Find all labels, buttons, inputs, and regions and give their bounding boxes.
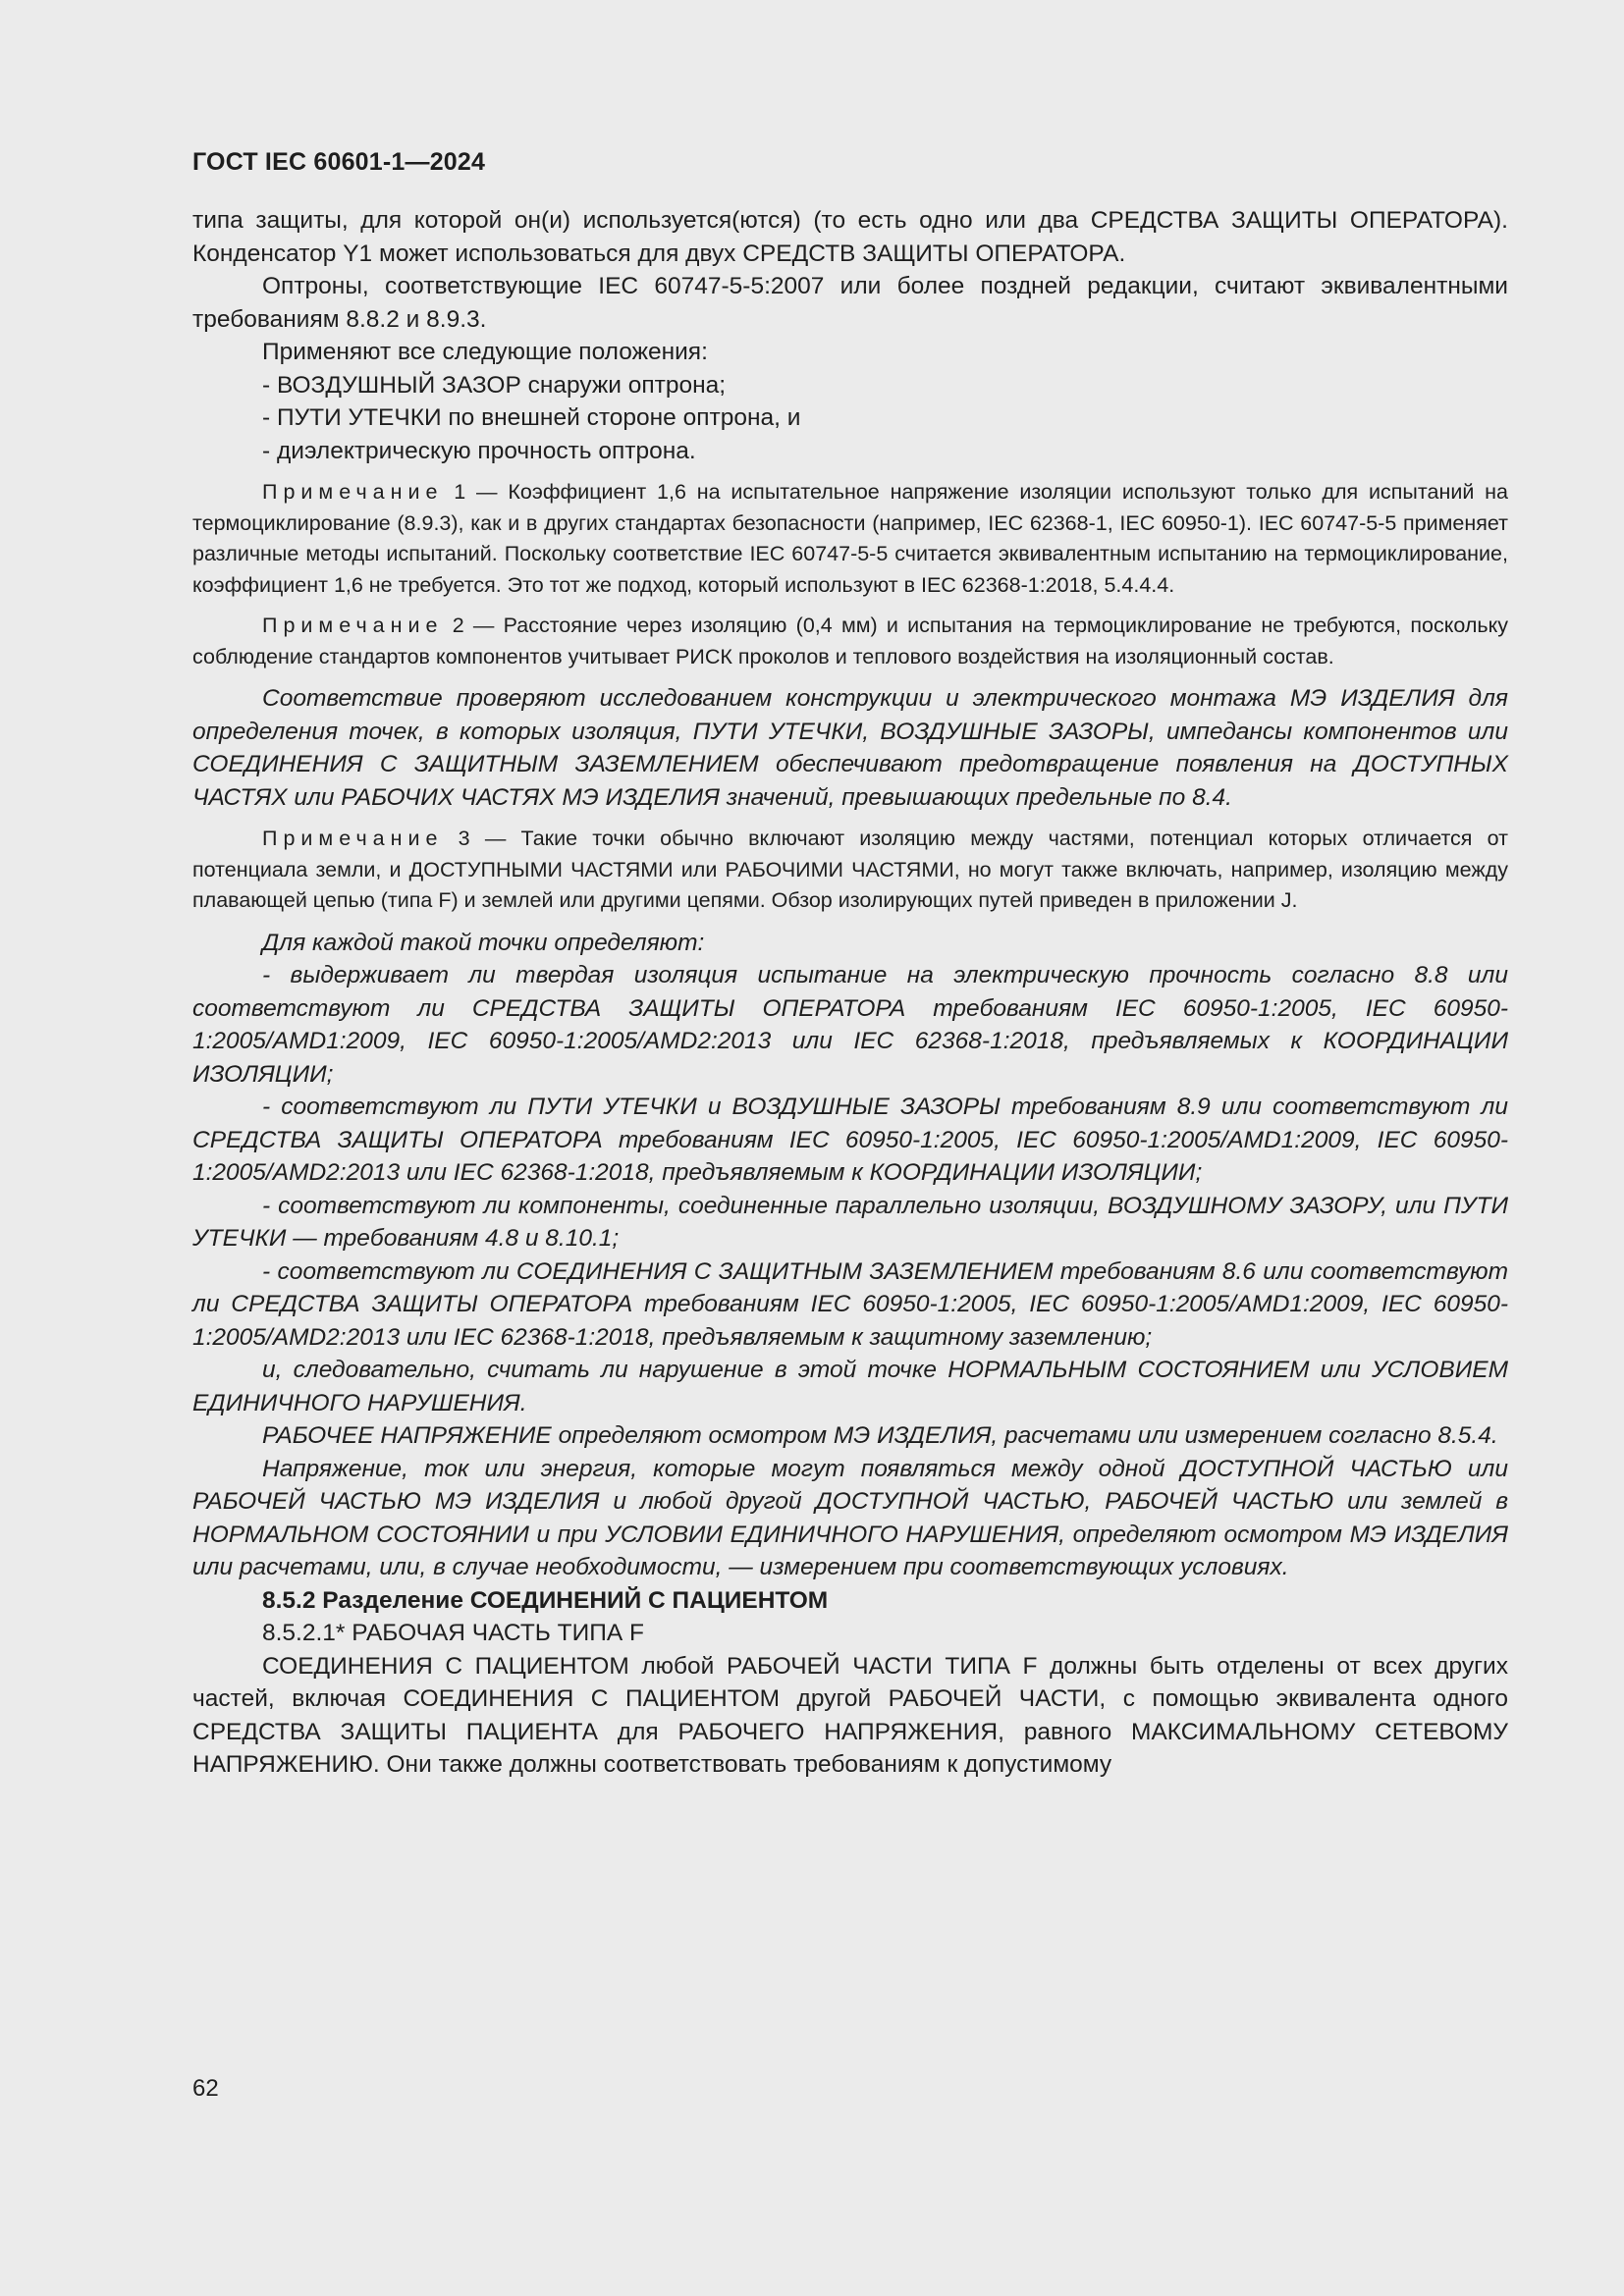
subsection-heading-8-5-2-1: 8.5.2.1* РАБОЧАЯ ЧАСТЬ ТИПА F (262, 1620, 644, 1646)
list-item-solid-insulation: - выдерживает ли твердая изоляция испытание на электрическую прочность согласно 8.8 или соответствуют ли СРЕДСТВА ЗАЩИТЫ ОПЕРАТОРА требованиям IEC 60950-1:2005, IEC 60950-1:2005/AMD1:2009, IEC 60950-1:2005/AMD2:2013 или IEC 62368-1:2018, предъявляемых к КООРДИНАЦИИ ИЗОЛЯЦИИ; (192, 962, 1508, 1088)
section-heading-8-5-2: 8.5.2 Разделение СОЕДИНЕНИЙ С ПАЦИЕНТОМ (262, 1586, 829, 1614)
list-item-components: - соответствуют ли компоненты, соединенные параллельно изоляции, ВОЗДУШНОМУ ЗАЗОРУ, или ПУТИ УТЕЧКИ — требованиям 4.8 и 8.10.1; (192, 1192, 1508, 1252)
note-3-label: Примечание (262, 827, 444, 850)
note-1-label: Примечание (262, 480, 444, 504)
list-item-airgap: - ВОЗДУШНЫЙ ЗАЗОР снаружи оптрона; (262, 371, 727, 399)
paragraph-1: типа защиты, для которой он(и) используется(ются) (то есть одно или два СРЕДСТВА ЗАЩИТЫ ОПЕРАТОРА). Конденсатор Y1 может использоваться для двух СРЕДСТВ ЗАЩИТЫ ОПЕРАТОРА. (192, 207, 1508, 267)
list-item-dielectric: - диэлектрическую прочность оптрона. (262, 437, 696, 464)
paragraph-working-voltage: РАБОЧЕЕ НАПРЯЖЕНИЕ определяют осмотром МЭ ИЗДЕЛИЯ, расчетами или измерением согласно 8.5.4. (262, 1422, 1498, 1449)
list-item-earth-connections: - соответствуют ли СОЕДИНЕНИЯ С ЗАЩИТНЫМ ЗАЗЕМЛЕНИЕМ требованиям 8.6 или соответствуют ли СРЕДСТВА ЗАЩИТЫ ОПЕРАТОРА требованиям IEC 60950-1:2005, IEC 60950-1:2005/AMD1:2009, IEC 60950-1:2005/AMD2:2013 или IEC 62368-1:2018, предъявляемым к защитному заземлению; (192, 1257, 1508, 1351)
compliance-paragraph: Соответствие проверяют исследованием конструкции и электрического монтажа МЭ ИЗДЕЛИЯ для определения точек, в которых изоляция, ПУТИ УТЕЧКИ, ВОЗДУШНЫЕ ЗАЗОРЫ, импедансы компонентов или СОЕДИНЕНИЯ С ЗАЩИТНЫМ ЗАЗЕМЛЕНИЕМ обеспечивают предотвращение появления на ДОСТУПНЫХ ЧАСТЯХ или РАБОЧИХ ЧАСТЯХ МЭ ИЗДЕЛИЯ значений, превышающих предельные по 8.4. (192, 685, 1508, 811)
note-3-text: 3 — Такие точки обычно включают изоляцию между частями, потенциал которых отличается от потенциала земли, и ДОСТУПНЫМИ ЧАСТЯМИ или РАБОЧИМИ ЧАСТЯМИ, но могут также включать, например, изоляцию между плавающей цепью (типа F) и землей или другими цепями. Обзор изолирующих путей приведен в приложении J. (192, 827, 1508, 912)
page-number: 62 (192, 2075, 219, 2102)
paragraph-each-point: Для каждой такой точки определяют: (262, 929, 705, 956)
note-1-text: 1 — Коэффициент 1,6 на испытательное напряжение изоляции используют только для испытаний на термоциклирование (8.9.3), как и в других стандартах безопасности (например, IEC 62368-1, IEC 60950-1). IEC 60747-5-5 применяет различные методы испытаний. Поскольку соответствие IEC 60747-5-5 считается эквивалентным испытанию на термоциклирование, коэффициент 1,6 не требуется. Это тот же подход, который используют в IEC 62368-1:2018, 5.4.4.4. (192, 480, 1508, 597)
paragraph-2: Оптроны, соответствующие IEC 60747-5-5:2007 или более поздней редакции, считают эквивалентными требованиям 8.8.2 и 8.9.3. (192, 273, 1508, 333)
note-2 (192, 611, 1508, 672)
document-page (192, 147, 1508, 1782)
paragraph-3: Применяют все следующие положения: (262, 339, 708, 365)
note-2-text: 2 — Расстояние через изоляцию (0,4 мм) и испытания на термоциклирование не требуются, поскольку соблюдение стандартов компонентов учитывает РИСК проколов и теплового воздействия на изоляционный состав. (192, 614, 1508, 668)
note-1 (192, 477, 1508, 601)
list-item-creepage: - ПУТИ УТЕЧКИ по внешней стороне оптрона, и (262, 404, 801, 431)
note-3 (192, 824, 1508, 917)
note-2-label: Примечание (262, 614, 444, 637)
paragraph-voltage-current-energy: Напряжение, ток или энергия, которые могут появляться между одной ДОСТУПНОЙ ЧАСТЬЮ или РАБОЧЕЙ ЧАСТЬЮ МЭ ИЗДЕЛИЯ и любой другой ДОСТУПНОЙ ЧАСТЬЮ, РАБОЧЕЙ ЧАСТЬЮ или землей в НОРМАЛЬНОМ СОСТОЯНИИ и при УСЛОВИИ ЕДИНИЧНОГО НАРУШЕНИЯ, определяют осмотром МЭ ИЗДЕЛИЯ или расчетами, или, в случае необходимости, — измерением при соответствующих условиях. (192, 1455, 1508, 1580)
document-header: ГОСТ IEC 60601-1—2024 (192, 148, 486, 176)
list-item-creepage-clearance: - соответствуют ли ПУТИ УТЕЧКИ и ВОЗДУШНЫЕ ЗАЗОРЫ требованиям 8.9 или соответствуют ли СРЕДСТВА ЗАЩИТЫ ОПЕРАТОРА требованиям IEC 60950-1:2005, IEC 60950-1:2005/AMD1:2009, IEC 60950-1:2005/AMD2:2013 или IEC 62368-1:2018, предъявляемым к КООРДИНАЦИИ ИЗОЛЯЦИИ; (192, 1094, 1508, 1186)
paragraph-type-f: СОЕДИНЕНИЯ С ПАЦИЕНТОМ любой РАБОЧЕЙ ЧАСТИ ТИПА F должны быть отделены от всех других частей, включая СОЕДИНЕНИЯ С ПАЦИЕНТОМ другой РАБОЧЕЙ ЧАСТИ, с помощью эквивалента одного СРЕДСТВА ЗАЩИТЫ ПАЦИЕНТА для РАБОЧЕГО НАПРЯЖЕНИЯ, равного МАКСИМАЛЬНОМУ СЕТЕВОМУ НАПРЯЖЕНИЮ. Они также должны соответствовать требованиям к допустимому (192, 1652, 1508, 1778)
paragraph-consequently: и, следовательно, считать ли нарушение в этой точке НОРМАЛЬНЫМ СОСТОЯНИЕМ или УСЛОВИЕМ ЕДИНИЧНОГО НАРУШЕНИЯ. (192, 1357, 1508, 1416)
